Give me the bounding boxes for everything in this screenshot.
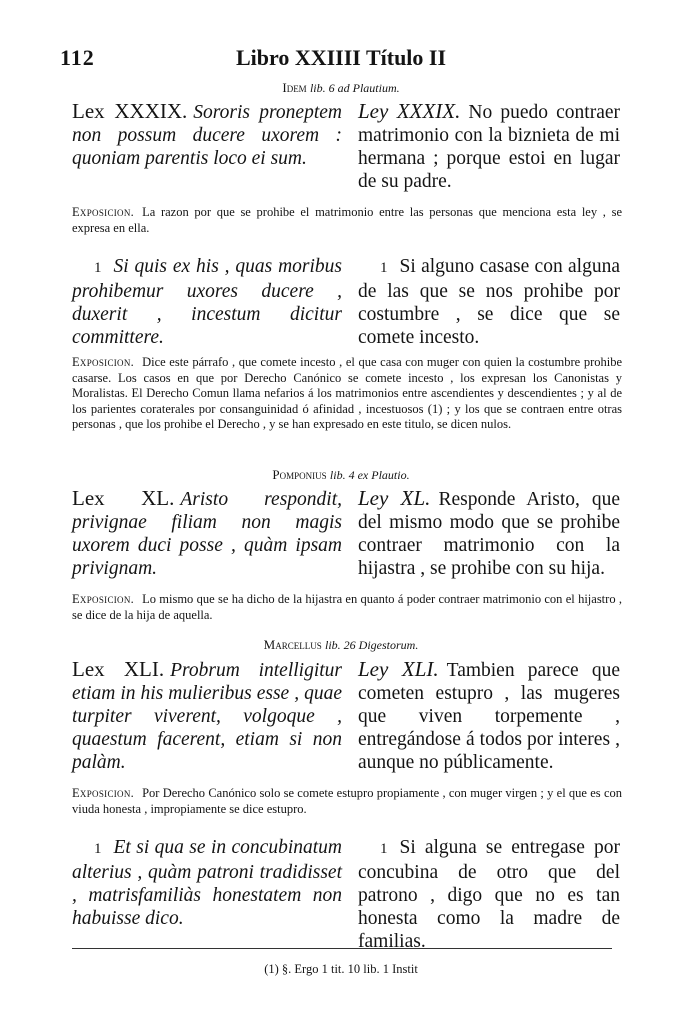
exposition bbox=[72, 786, 622, 817]
spanish-law-text: Tambien parece que cometen estupro , las mugeres que viven torpemente , entregándose á todos por interes , aunque no públicamente. bbox=[358, 660, 620, 773]
spanish-law-heading: Ley XLI. bbox=[358, 657, 439, 681]
source-author: Idem bbox=[282, 80, 307, 95]
latin-law-heading: Lex XLI. bbox=[72, 657, 165, 681]
footnote-divider bbox=[72, 948, 612, 949]
spanish-text-block bbox=[358, 487, 620, 580]
exposition-text: Dice este párrafo , que comete incesto , el que casa con muger con quien la costumbre prohibe casarse. Los casos en que por Derecho Canónico se comete incesto , los expresan los Canonistas y Moralistas. El Derecho Comun llama nefarios á los matrimonios entre ascendientes y descendientes ; y al de los parientes coraterales por consanguinidad ó afinidad , incestuosos (1) ; y los que se contraen entre otras personas , que los prohibe el Derecho , y se han expresado en este titulo, se dicen nulos. bbox=[72, 355, 622, 431]
latin-law-heading: Lex XXXIX. bbox=[72, 99, 188, 123]
exposition bbox=[72, 592, 622, 623]
page-number: 112 bbox=[60, 45, 95, 70]
footnote: (1) §. Ergo 1 tit. 10 lib. 1 Instit bbox=[264, 962, 418, 976]
exposition bbox=[72, 355, 622, 433]
paragraph-number: 1 bbox=[380, 260, 388, 276]
exposition-label: Exposicion. bbox=[72, 355, 135, 369]
latin-paragraph-block bbox=[72, 836, 342, 930]
spanish-law-heading: Ley XL. bbox=[358, 486, 431, 510]
latin-paragraph-block bbox=[72, 255, 342, 349]
latin-text-block bbox=[72, 487, 342, 580]
source-attribution bbox=[0, 467, 682, 483]
latin-law-text: Probrum intelligitur etiam in his mulieribus esse , quae turpiter viverent, volgoque , quaestum facerent, etiam si non palàm. bbox=[72, 660, 342, 773]
spanish-paragraph-block bbox=[358, 836, 620, 953]
spanish-law-text: Responde Aristo, que del mismo modo que se prohibe contraer matrimonio con la hijastra , se prohibe con su hija. bbox=[358, 489, 621, 579]
source-author: Pomponius bbox=[272, 467, 327, 482]
latin-text-block bbox=[72, 100, 342, 170]
exposition-label: Exposicion. bbox=[72, 786, 135, 800]
exposition-label: Exposicion. bbox=[72, 205, 135, 219]
paragraph-number: 1 bbox=[94, 841, 102, 857]
latin-paragraph-text: Et si qua se in concubinatum alterius , quàm patroni tradidisset , matrisfamiliàs honestatem non habuisse dico. bbox=[72, 837, 342, 929]
paragraph-number: 1 bbox=[380, 841, 388, 857]
spanish-paragraph-text: Si alguno casase con alguna de las que se nos prohibe por costumbre , se dice que se comete incesto. bbox=[358, 256, 620, 348]
exposition-text: Lo mismo que se ha dicho de la hijastra en quanto á poder contraer matrimonio con el hijastro , se dice de la hija de aquella. bbox=[72, 592, 622, 622]
source-work: lib. 26 Digestorum. bbox=[324, 638, 419, 652]
spanish-law-heading: Ley XXXIX. bbox=[358, 99, 461, 123]
source-author: Marcellus bbox=[263, 637, 322, 652]
spanish-paragraph-text: Si alguna se entregase por concubina de otro que del patrono , digo que no es tan honesta como la madre de familias. bbox=[358, 837, 620, 952]
latin-law-heading: Lex XL. bbox=[72, 486, 175, 510]
spanish-text-block bbox=[358, 100, 620, 193]
source-work: lib. 4 ex Plautio. bbox=[329, 468, 410, 482]
spanish-law-text: No puedo contraer matrimonio con la biznieta de mi hermana ; porque estoi en lugar de su padre. bbox=[358, 102, 621, 192]
latin-paragraph-text: Si quis ex his , quas moribus prohibemur uxores ducere , duxerit , incestum dicitur committere. bbox=[72, 256, 342, 348]
exposition-text: Por Derecho Canónico solo se comete estupro propiamente , con muger virgen ; y el que es con viuda honesta , impropiamente se dice estupro. bbox=[72, 786, 622, 816]
latin-text-block bbox=[72, 658, 342, 774]
source-attribution bbox=[0, 637, 682, 653]
latin-law-text: Sororis proneptem non possum ducere uxorem : quoniam parentis loco ei sum. bbox=[72, 102, 342, 169]
spanish-paragraph-block bbox=[358, 255, 620, 349]
paragraph-number: 1 bbox=[94, 260, 102, 276]
source-attribution bbox=[0, 80, 682, 96]
exposition bbox=[72, 205, 622, 236]
spanish-text-block bbox=[358, 658, 620, 774]
source-work: lib. 6 ad Plautium. bbox=[309, 81, 400, 95]
latin-law-text: Aristo respondit, privignae filiam non magis uxorem duci posse , quàm ipsam privignam. bbox=[72, 489, 342, 579]
exposition-label: Exposicion. bbox=[72, 592, 135, 606]
running-title: Libro XXIIII Título II bbox=[235, 45, 447, 70]
exposition-text: La razon por que se prohibe el matrimonio entre las personas que menciona esta ley , se expresa en ella. bbox=[72, 205, 622, 235]
